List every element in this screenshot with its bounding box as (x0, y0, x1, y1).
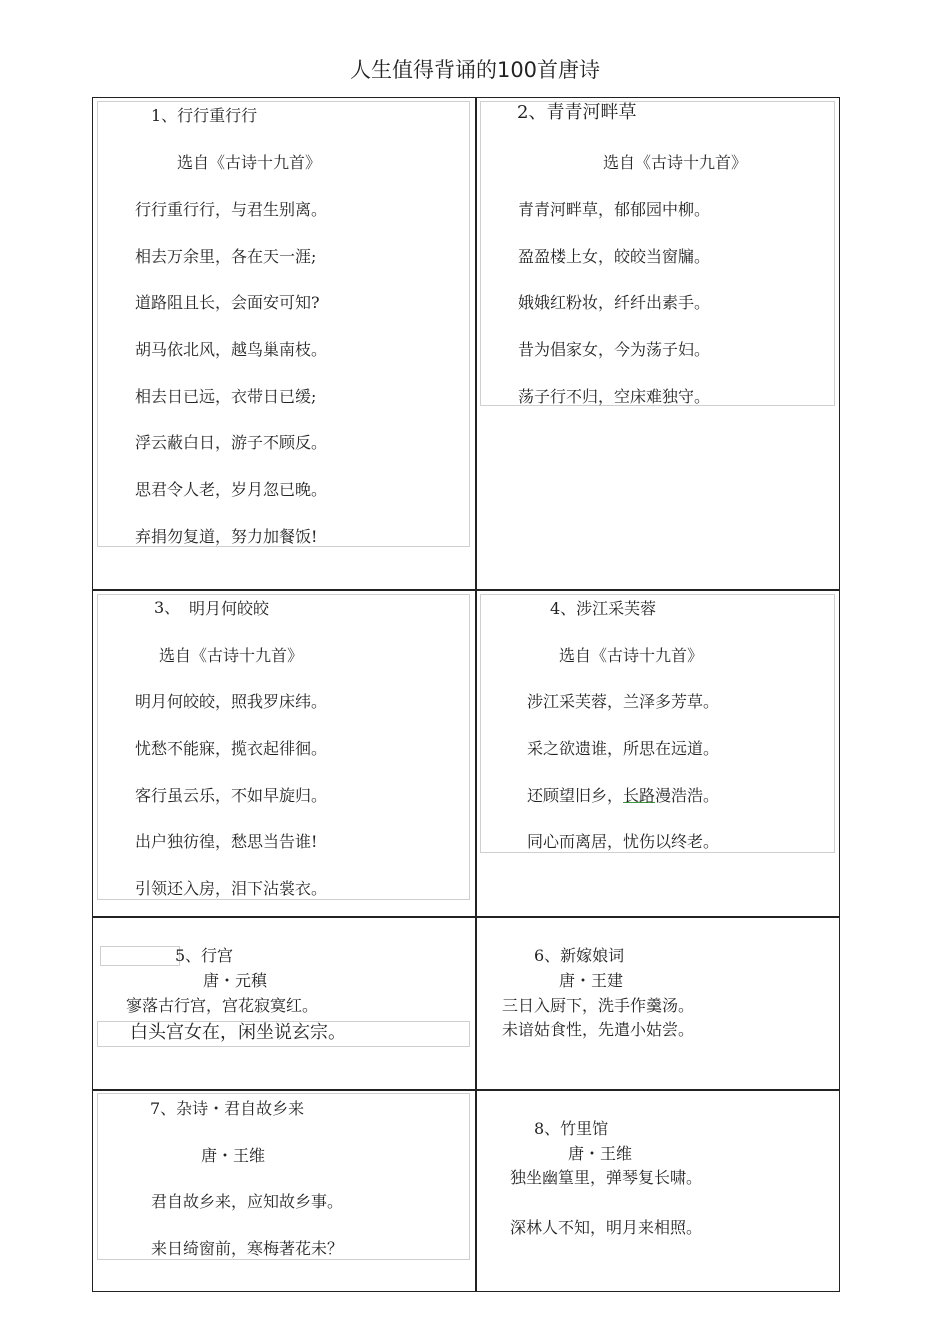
poem-author: 唐・王维 (201, 1146, 266, 1165)
textbox-frame-4 (480, 594, 835, 853)
poem-line: 青青河畔草，郁郁园中柳。 (518, 200, 711, 219)
textbox-frame-5a (100, 946, 180, 966)
poem-line: 相去万余里，各在天一涯; (135, 247, 317, 266)
poem-source: 选自《古诗十九首》 (603, 153, 748, 172)
poem-title: 6、新嫁娘词 (534, 946, 625, 965)
poem-line-part: 漫浩浩。 (655, 786, 720, 805)
poem-line: 涉江采芙蓉，兰泽多芳草。 (527, 692, 720, 711)
poem-title: 7、杂诗・君自故乡来 (150, 1099, 305, 1118)
poem-line: 昔为倡家女，今为荡子妇。 (518, 340, 711, 359)
poem-line: 弃捐勿复道，努力加餐饭! (135, 527, 318, 546)
poem-number: 3、 (154, 598, 181, 617)
poem-line: 白头宫女在，闲坐说玄宗。 (130, 1022, 346, 1043)
page-title: 人生值得背诵的100首唐诗 (349, 58, 601, 82)
poem-line-part: 还顾望旧乡， (527, 786, 624, 805)
poem-source: 选自《古诗十九首》 (159, 646, 304, 665)
poem-author: 唐・元稹 (203, 971, 268, 990)
poem-line: 深林人不知，明月来相照。 (510, 1218, 703, 1237)
poem-line: 娥娥红粉妆，纤纤出素手。 (518, 293, 711, 312)
poem-line: 道路阻且长，会面安可知? (135, 293, 320, 312)
poem-line: 独坐幽篁里，弹琴复长啸。 (510, 1168, 703, 1187)
poem-title: 2、青青河畔草 (517, 102, 637, 123)
table-divider-vertical (475, 97, 477, 1292)
table-divider-row2 (92, 916, 840, 918)
poem-line (527, 788, 719, 804)
poem-number: 5 (175, 946, 186, 965)
poem-line: 行行重行行，与君生别离。 (135, 200, 328, 219)
poem-line: 寥落古行宫，宫花寂寞红。 (126, 996, 319, 1015)
poem-line: 君自故乡来，应知故乡事。 (151, 1192, 344, 1211)
poem-title: 、行宫 (185, 946, 234, 965)
poem-line: 明月何皎皎，照我罗床纬。 (135, 692, 328, 711)
underlined-phrase: 长路 (623, 786, 656, 805)
poem-line: 采之欲遗谁，所思在远道。 (527, 739, 720, 758)
poem-line: 来日绮窗前，寒梅著花未？ (151, 1239, 344, 1258)
poem-title: 1、行行重行行 (151, 106, 258, 125)
poem-line: 思君令人老，岁月忽已晚。 (135, 480, 328, 499)
table-divider-row3 (92, 1089, 840, 1091)
poem-line: 三日入厨下，洗手作羹汤。 (502, 996, 695, 1015)
poem-source: 选自《古诗十九首》 (559, 646, 704, 665)
poem-author: 唐・王建 (559, 971, 624, 990)
poem-title: 8、竹里馆 (534, 1119, 609, 1138)
poem-line: 客行虽云乐，不如早旋归。 (135, 786, 328, 805)
poem-line: 出户独彷徨，愁思当告谁! (135, 832, 318, 851)
poem-line: 荡子行不归，空床难独守。 (518, 387, 711, 406)
poem-title: 明月何皎皎 (189, 599, 270, 618)
poem-line: 忧愁不能寐，揽衣起徘徊。 (135, 739, 328, 758)
poem-line: 盈盈楼上女，皎皎当窗牖。 (518, 247, 711, 266)
poem-line: 同心而离居，忧伤以终老。 (527, 832, 720, 851)
table-divider-row1 (92, 589, 840, 591)
poem-line: 胡马依北风，越鸟巢南枝。 (135, 340, 328, 359)
poem-line: 引领还入房，泪下沾裳衣。 (135, 879, 328, 898)
textbox-frame-7 (97, 1093, 470, 1260)
poem-line: 未谙姑食性，先遣小姑尝。 (502, 1020, 695, 1039)
poem-source: 选自《古诗十九首》 (177, 153, 322, 172)
poem-title: 4、涉江采芙蓉 (550, 599, 657, 618)
poem-line: 浮云蔽白日，游子不顾反。 (135, 433, 328, 452)
poem-line: 相去日已远，衣带日已缓; (135, 387, 317, 406)
poem-author: 唐・王维 (568, 1144, 633, 1163)
